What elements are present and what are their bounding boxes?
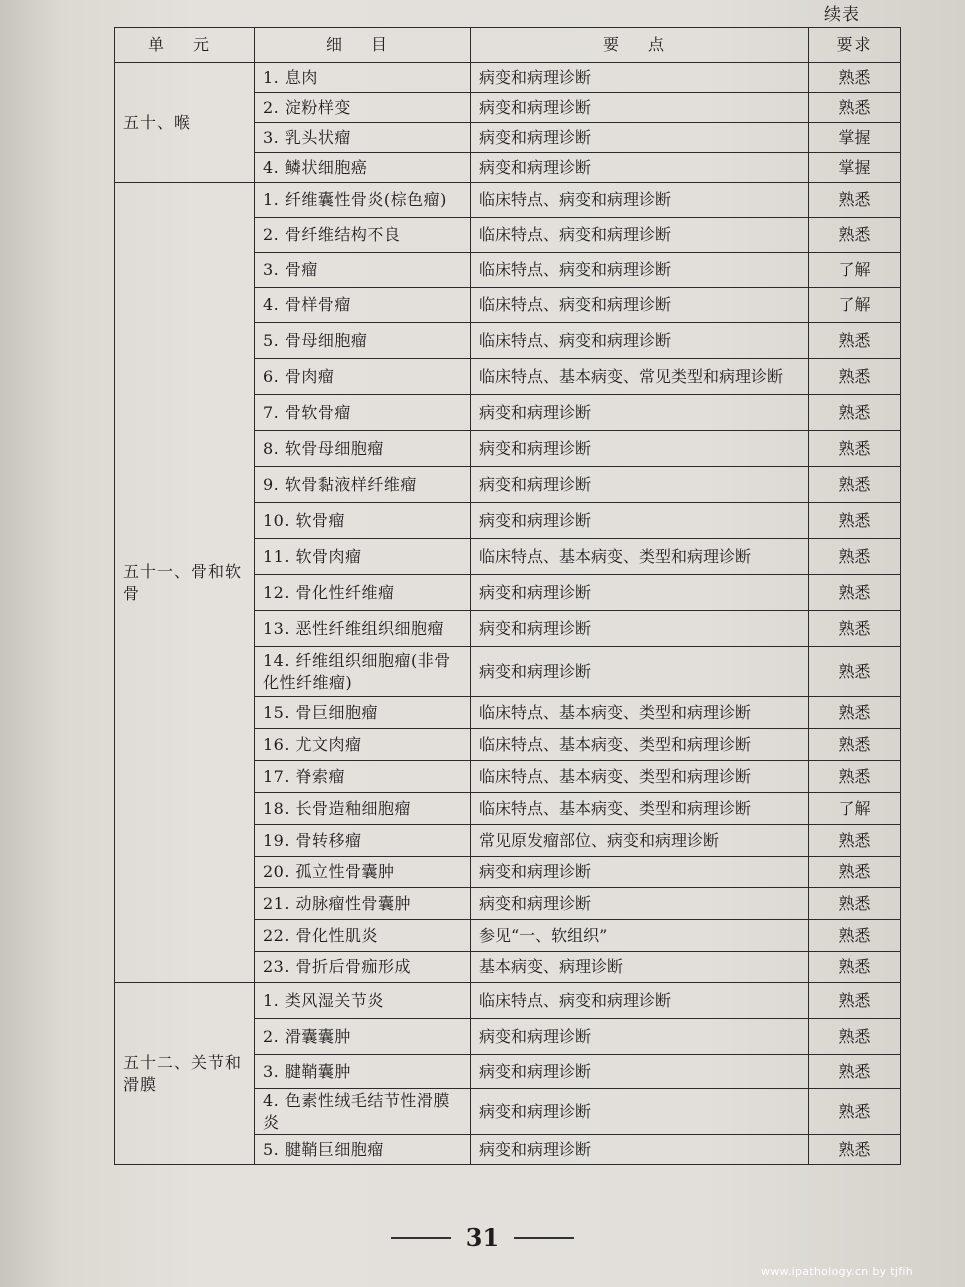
req-cell: 了解	[809, 253, 901, 288]
point-cell: 临床特点、病变和病理诊断	[471, 983, 809, 1019]
unit-cell: 五十一、骨和软骨	[115, 183, 255, 983]
req-cell: 熟悉	[809, 575, 901, 611]
header-point: 要 点	[471, 28, 809, 63]
req-cell: 熟悉	[809, 729, 901, 761]
item-cell: 1. 纤维囊性骨炎(棕色瘤)	[255, 183, 471, 218]
table-body	[115, 63, 901, 1165]
item-cell: 3. 骨瘤	[255, 253, 471, 288]
req-cell: 熟悉	[809, 697, 901, 729]
syllabus-table	[114, 27, 901, 1165]
req-cell: 熟悉	[809, 503, 901, 539]
point-cell: 临床特点、基本病变、类型和病理诊断	[471, 793, 809, 825]
item-cell: 9. 软骨黏液样纤维瘤	[255, 467, 471, 503]
point-cell: 参见“一、软组织”	[471, 920, 809, 952]
item-cell: 8. 软骨母细胞瘤	[255, 431, 471, 467]
point-cell: 病变和病理诊断	[471, 888, 809, 920]
req-cell: 熟悉	[809, 63, 901, 93]
req-cell: 熟悉	[809, 467, 901, 503]
item-cell: 21. 动脉瘤性骨囊肿	[255, 888, 471, 920]
req-cell: 熟悉	[809, 183, 901, 218]
item-cell: 5. 腱鞘巨细胞瘤	[255, 1135, 471, 1165]
item-cell: 7. 骨软骨瘤	[255, 395, 471, 431]
item-cell: 6. 骨肉瘤	[255, 359, 471, 395]
item-cell: 1. 类风湿关节炎	[255, 983, 471, 1019]
item-cell: 22. 骨化性肌炎	[255, 920, 471, 952]
item-cell: 1. 息肉	[255, 63, 471, 93]
point-cell: 常见原发瘤部位、病变和病理诊断	[471, 825, 809, 857]
req-cell: 熟悉	[809, 857, 901, 888]
req-cell: 熟悉	[809, 1019, 901, 1055]
point-cell: 病变和病理诊断	[471, 63, 809, 93]
item-cell: 20. 孤立性骨囊肿	[255, 857, 471, 888]
point-cell: 病变和病理诊断	[471, 93, 809, 123]
point-cell: 病变和病理诊断	[471, 467, 809, 503]
point-cell: 基本病变、病理诊断	[471, 952, 809, 983]
point-cell: 病变和病理诊断	[471, 857, 809, 888]
item-cell: 15. 骨巨细胞瘤	[255, 697, 471, 729]
item-cell: 11. 软骨肉瘤	[255, 539, 471, 575]
header-row	[115, 28, 901, 63]
item-cell: 16. 尤文肉瘤	[255, 729, 471, 761]
table-row	[115, 983, 901, 1019]
point-cell: 病变和病理诊断	[471, 1135, 809, 1165]
point-cell: 临床特点、基本病变、常见类型和病理诊断	[471, 359, 809, 395]
item-cell: 4. 色素性绒毛结节性滑膜炎	[255, 1089, 471, 1135]
req-cell: 熟悉	[809, 218, 901, 253]
item-cell: 13. 恶性纤维组织细胞瘤	[255, 611, 471, 647]
unit-cell: 五十二、关节和滑膜	[115, 983, 255, 1165]
item-cell: 18. 长骨造釉细胞瘤	[255, 793, 471, 825]
unit-cell: 五十、喉	[115, 63, 255, 183]
req-cell: 熟悉	[809, 761, 901, 793]
point-cell: 临床特点、病变和病理诊断	[471, 253, 809, 288]
point-cell: 病变和病理诊断	[471, 431, 809, 467]
req-cell: 熟悉	[809, 611, 901, 647]
footer-rule-left	[391, 1237, 451, 1239]
req-cell: 熟悉	[809, 1055, 901, 1089]
item-cell: 3. 乳头状瘤	[255, 123, 471, 153]
req-cell: 熟悉	[809, 395, 901, 431]
footer-rule-right	[514, 1237, 574, 1239]
req-cell: 熟悉	[809, 952, 901, 983]
point-cell: 临床特点、病变和病理诊断	[471, 288, 809, 323]
point-cell: 病变和病理诊断	[471, 153, 809, 183]
page-footer	[0, 1223, 965, 1252]
item-cell: 4. 骨样骨瘤	[255, 288, 471, 323]
point-cell: 病变和病理诊断	[471, 611, 809, 647]
item-cell: 17. 脊索瘤	[255, 761, 471, 793]
point-cell: 病变和病理诊断	[471, 647, 809, 697]
req-cell: 熟悉	[809, 359, 901, 395]
point-cell: 临床特点、基本病变、类型和病理诊断	[471, 761, 809, 793]
point-cell: 病变和病理诊断	[471, 1019, 809, 1055]
item-cell: 4. 鳞状细胞癌	[255, 153, 471, 183]
table-row	[115, 183, 901, 218]
point-cell: 临床特点、基本病变、类型和病理诊断	[471, 729, 809, 761]
req-cell: 熟悉	[809, 983, 901, 1019]
page-number: 31	[465, 1223, 500, 1252]
point-cell: 临床特点、病变和病理诊断	[471, 218, 809, 253]
continued-label: 续表	[824, 5, 860, 25]
point-cell: 病变和病理诊断	[471, 1089, 809, 1135]
req-cell: 熟悉	[809, 647, 901, 697]
item-cell: 2. 滑囊囊肿	[255, 1019, 471, 1055]
req-cell: 熟悉	[809, 93, 901, 123]
point-cell: 病变和病理诊断	[471, 395, 809, 431]
item-cell: 14. 纤维组织细胞瘤(非骨化性纤维瘤)	[255, 647, 471, 697]
req-cell: 了解	[809, 288, 901, 323]
req-cell: 掌握	[809, 123, 901, 153]
item-cell: 23. 骨折后骨痂形成	[255, 952, 471, 983]
table-row	[115, 63, 901, 93]
item-cell: 12. 骨化性纤维瘤	[255, 575, 471, 611]
item-cell: 19. 骨转移瘤	[255, 825, 471, 857]
point-cell: 病变和病理诊断	[471, 503, 809, 539]
req-cell: 熟悉	[809, 888, 901, 920]
watermark: www.ipathology.cn by tjfih	[760, 1265, 913, 1278]
header-unit: 单 元	[115, 28, 255, 63]
header-item: 细 目	[255, 28, 471, 63]
req-cell: 熟悉	[809, 431, 901, 467]
point-cell: 临床特点、基本病变、类型和病理诊断	[471, 697, 809, 729]
req-cell: 了解	[809, 793, 901, 825]
req-cell: 熟悉	[809, 1089, 901, 1135]
point-cell: 病变和病理诊断	[471, 123, 809, 153]
req-cell: 熟悉	[809, 539, 901, 575]
req-cell: 掌握	[809, 153, 901, 183]
req-cell: 熟悉	[809, 825, 901, 857]
item-cell: 2. 淀粉样变	[255, 93, 471, 123]
item-cell: 10. 软骨瘤	[255, 503, 471, 539]
item-cell: 2. 骨纤维结构不良	[255, 218, 471, 253]
point-cell: 临床特点、病变和病理诊断	[471, 183, 809, 218]
req-cell: 熟悉	[809, 920, 901, 952]
point-cell: 临床特点、基本病变、类型和病理诊断	[471, 539, 809, 575]
item-cell: 3. 腱鞘囊肿	[255, 1055, 471, 1089]
req-cell: 熟悉	[809, 323, 901, 359]
item-cell: 5. 骨母细胞瘤	[255, 323, 471, 359]
point-cell: 病变和病理诊断	[471, 1055, 809, 1089]
header-req: 要求	[809, 28, 901, 63]
point-cell: 病变和病理诊断	[471, 575, 809, 611]
point-cell: 临床特点、病变和病理诊断	[471, 323, 809, 359]
req-cell: 熟悉	[809, 1135, 901, 1165]
